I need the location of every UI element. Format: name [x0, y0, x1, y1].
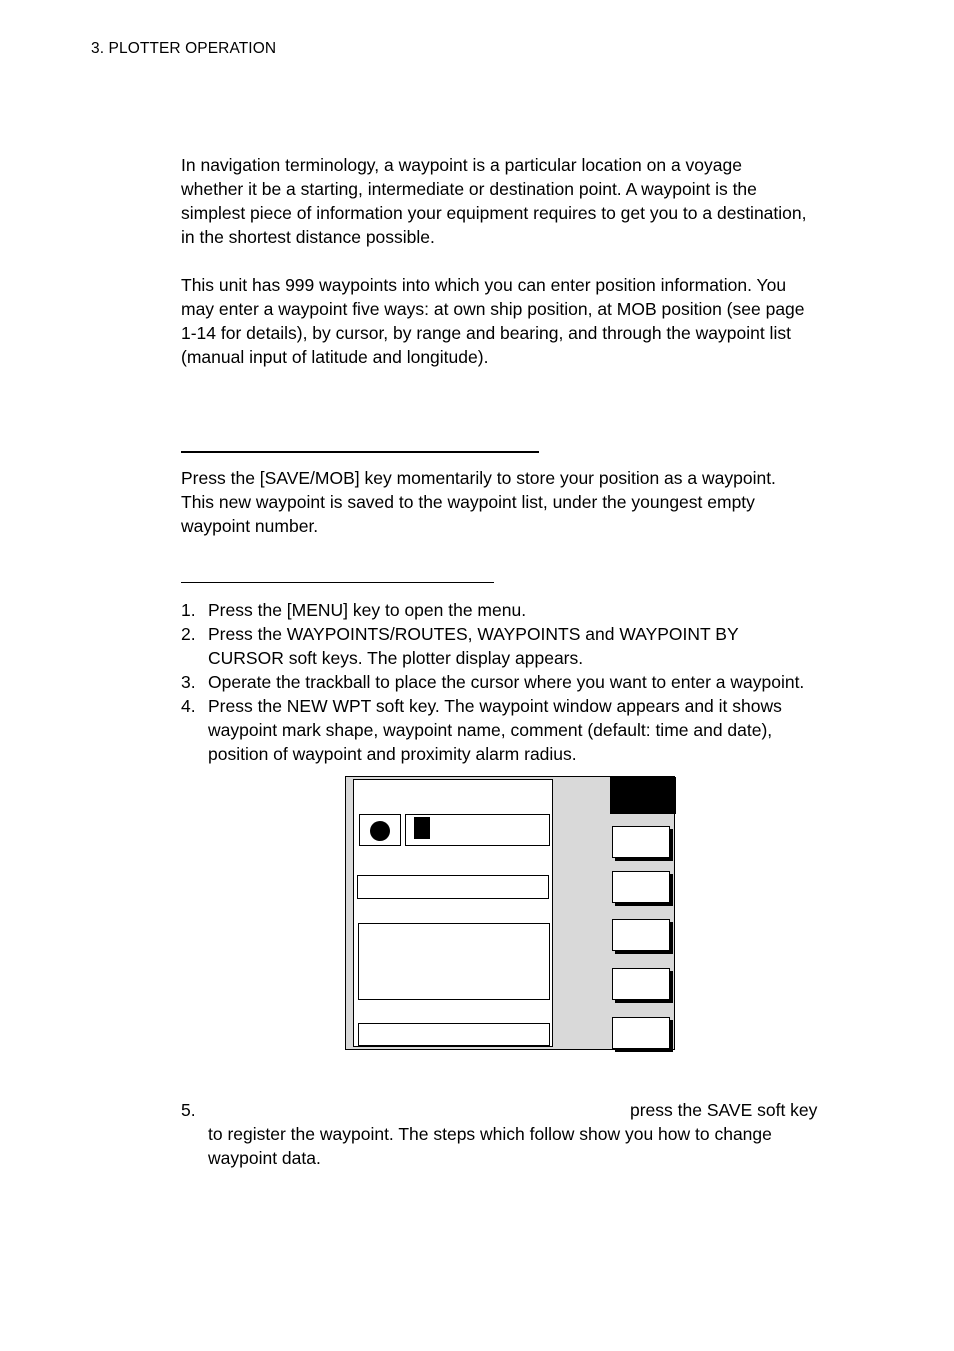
- text-line: may enter a waypoint five ways: at own ship position, at MOB position (see page: [181, 299, 805, 319]
- intro-paragraph-2: [181, 273, 851, 369]
- subsection-heading-rule: [181, 582, 494, 583]
- waypoint-mark-field[interactable]: [359, 814, 401, 846]
- soft-key-2[interactable]: [612, 871, 670, 903]
- section-heading-rule: [181, 451, 539, 453]
- text-cursor-block: [414, 817, 430, 839]
- own-ship-paragraph: [181, 466, 851, 538]
- step-number: 3.: [181, 672, 196, 692]
- text-line: position of waypoint and proximity alarm radius.: [208, 744, 577, 764]
- text-line: Operate the trackball to place the cursor where you want to enter a waypoint.: [208, 672, 805, 692]
- position-field[interactable]: [358, 923, 550, 1000]
- text-line: (manual input of latitude and longitude).: [181, 347, 489, 367]
- soft-key-5[interactable]: [612, 1017, 670, 1049]
- section-header: 3. PLOTTER OPERATION: [91, 40, 277, 57]
- soft-key-3[interactable]: [612, 919, 670, 951]
- intro-paragraph-1: [181, 153, 851, 249]
- step-text: [208, 598, 848, 622]
- text-line: in the shortest distance possible.: [181, 227, 435, 247]
- step-number: 2.: [181, 624, 196, 644]
- text-line: This unit has 999 waypoints into which you can enter position information. You: [181, 275, 787, 295]
- step-text: [208, 1122, 848, 1170]
- soft-key-1[interactable]: [612, 826, 670, 858]
- text-line: whether it be a starting, intermediate or destination point. A waypoint is the: [181, 179, 757, 199]
- waypoint-window: [353, 779, 553, 1047]
- step-number: 5.: [181, 1100, 196, 1120]
- step-text: [208, 670, 848, 694]
- text-line: 1-14 for details), by cursor, by range and bearing, and through the waypoint list: [181, 323, 791, 343]
- text-line: Press the [SAVE/MOB] key momentarily to store your position as a waypoint.: [181, 468, 776, 488]
- waypoint-mark-circle-icon: [370, 821, 390, 841]
- step-number: 4.: [181, 696, 196, 716]
- text-line: Press the NEW WPT soft key. The waypoint window appears and it shows: [208, 696, 782, 716]
- text-line: Press the [MENU] key to open the menu.: [208, 600, 527, 620]
- softkey-title-bar: [610, 777, 676, 814]
- soft-key-4[interactable]: [612, 968, 670, 1000]
- step-number: 1.: [181, 600, 196, 620]
- text-line: In navigation terminology, a waypoint is a particular location on a voyage: [181, 155, 742, 175]
- text-line: waypoint mark shape, waypoint name, comment (default: time and date),: [208, 720, 773, 740]
- waypoint-name-field[interactable]: [405, 814, 550, 846]
- text-line: This new waypoint is saved to the waypoint list, under the youngest empty: [181, 492, 755, 512]
- text-line: to register the waypoint. The steps which follow show you how to change: [208, 1124, 772, 1144]
- step-text: [208, 694, 848, 766]
- comment-field[interactable]: [357, 875, 549, 899]
- step-text: [208, 622, 848, 670]
- text-line: Press the WAYPOINTS/ROUTES, WAYPOINTS and WAYPOINT BY: [208, 624, 739, 644]
- text-line: simplest piece of information your equipment requires to get you to a destination,: [181, 203, 807, 223]
- text-line: CURSOR soft keys. The plotter display appears.: [208, 648, 584, 668]
- proximity-alarm-field[interactable]: [358, 1023, 550, 1046]
- text-line: waypoint data.: [208, 1148, 321, 1168]
- step-text-fragment: press the SAVE soft key: [630, 1100, 818, 1120]
- waypoint-window-figure: [345, 776, 675, 1050]
- text-line: waypoint number.: [181, 516, 319, 536]
